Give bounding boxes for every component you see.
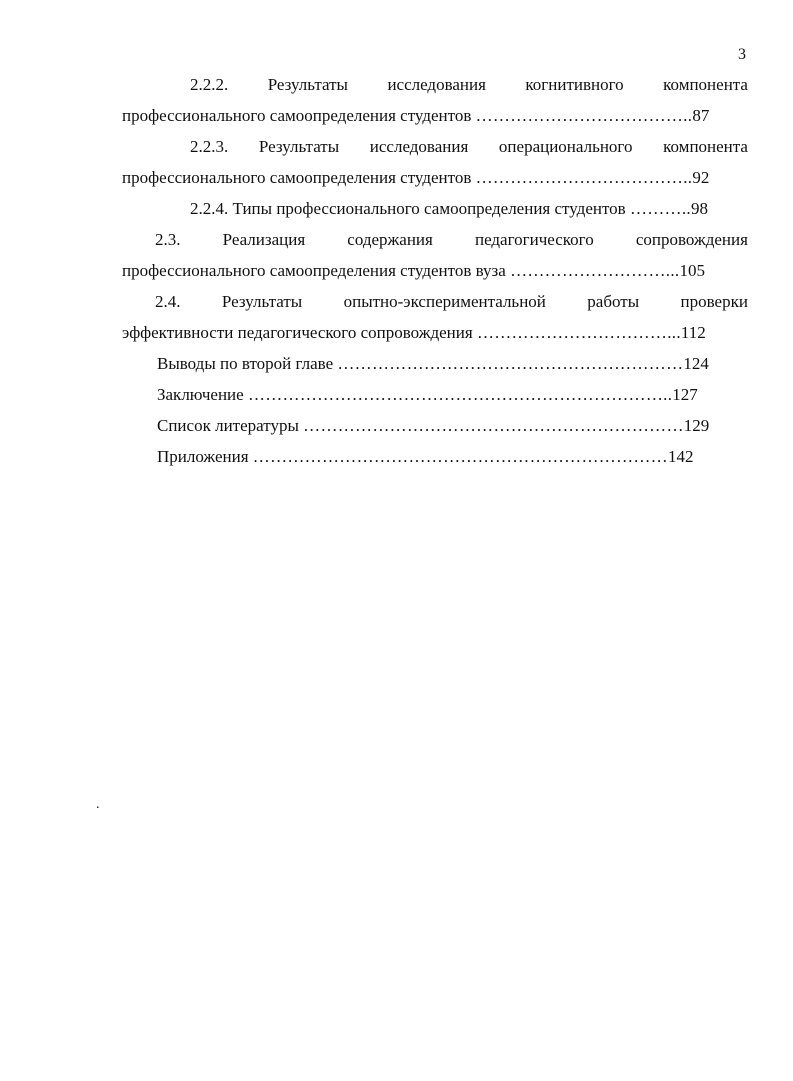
toc-word: компонента [663, 75, 748, 94]
toc-page-number: 92 [692, 168, 710, 187]
toc-entry-2-2-2-line1 [190, 74, 748, 96]
toc-leader-dots: ……………………………………………………………… [252, 447, 668, 466]
toc-word: сопровождения [635, 230, 748, 249]
toc-page-number: 112 [680, 323, 706, 342]
toc-word: 2.2.3. [190, 137, 229, 156]
toc-entry-2-4-line1 [155, 291, 748, 313]
scan-artifact-dot: . [96, 797, 100, 812]
toc-entry-text: эффективности педагогического сопровождения [122, 323, 473, 342]
toc-word: когнитивного [525, 75, 624, 94]
toc-entry-text: 2.2.4. Типы профессионального самоопределения студентов [190, 199, 626, 218]
toc-page-number: 124 [683, 354, 709, 373]
toc-entry-2-2-3-line1 [190, 136, 748, 158]
toc-word: Результаты [267, 75, 348, 94]
toc-entry-2-3-line1 [155, 229, 748, 251]
toc-word: 2.3. [155, 230, 181, 249]
toc-word: педагогического [474, 230, 594, 249]
toc-entry-conclusions-chapter-2[interactable] [157, 353, 709, 375]
toc-entry-text: профессионального самоопределения студентов [122, 168, 472, 187]
toc-entry-2-2-2-line2[interactable] [122, 105, 709, 127]
toc-page-number: 129 [683, 416, 710, 435]
toc-page-number: 98 [690, 199, 708, 218]
toc-word: проверки [680, 292, 748, 311]
toc-entry-text: Приложения [157, 447, 249, 466]
toc-leader-dots: ……………………………….. [475, 168, 693, 187]
page-number: 3 [738, 46, 746, 63]
toc-word: операционального [498, 137, 633, 156]
toc-word: исследования [387, 75, 486, 94]
toc-page-number: 142 [667, 447, 694, 466]
toc-word: Результаты [258, 137, 340, 156]
toc-leader-dots: ……………………………….. [475, 106, 693, 125]
toc-word: работы [587, 292, 640, 311]
toc-word: 2.2.2. [190, 75, 229, 94]
toc-entry-text: Выводы по второй главе [157, 354, 334, 373]
toc-leader-dots: ……………………………... [476, 323, 681, 342]
toc-leader-dots: ………………………... [510, 261, 680, 280]
toc-entry-appendices[interactable] [157, 446, 693, 468]
toc-word: компонента [663, 137, 748, 156]
toc-entry-2-2-3-line2[interactable] [122, 167, 709, 189]
toc-word: опытно-экспериментальной [343, 292, 546, 311]
toc-leader-dots: ………………………………………………………… [303, 416, 684, 435]
toc-page-number: 127 [672, 385, 698, 404]
toc-word: содержания [347, 230, 433, 249]
toc-page-number: 87 [692, 106, 710, 125]
toc-word: 2.4. [155, 292, 181, 311]
toc-entry-text: профессионального самоопределения студентов вуза [122, 261, 506, 280]
toc-word: Результаты [221, 292, 303, 311]
toc-leader-dots: …………………………………………………… [337, 354, 684, 373]
toc-leader-dots: ……………………………………………………………….. [247, 385, 673, 404]
toc-entry-conclusion[interactable] [157, 384, 698, 406]
toc-entry-2-3-line2[interactable] [122, 260, 705, 282]
toc-page-number: 105 [679, 261, 705, 280]
toc-word: Реализация [222, 230, 306, 249]
toc-entry-text: профессионального самоопределения студентов [122, 106, 472, 125]
toc-entry-2-2-4[interactable] [190, 198, 708, 220]
toc-entry-text: Список литературы [157, 416, 299, 435]
toc-leader-dots: ……….. [629, 199, 691, 218]
toc-entry-2-4-line2[interactable] [122, 322, 706, 344]
toc-word: исследования [369, 137, 469, 156]
toc-entry-text: Заключение [157, 385, 244, 404]
toc-entry-references[interactable] [157, 415, 709, 437]
